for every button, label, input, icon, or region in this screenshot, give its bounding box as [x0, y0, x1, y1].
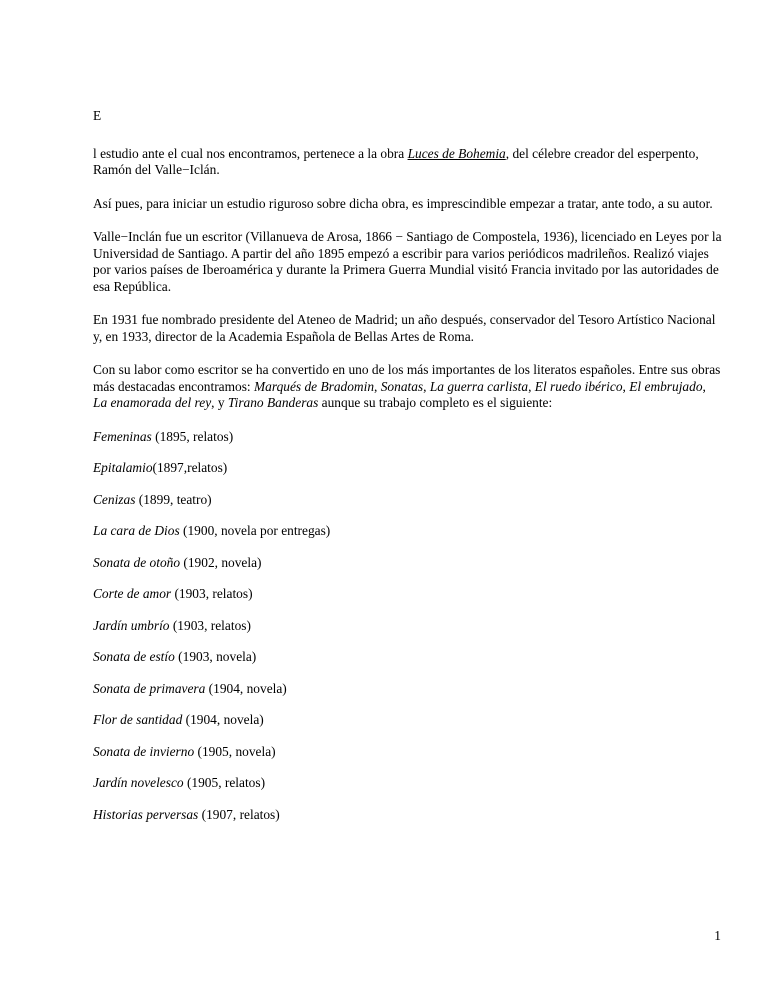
text-run: E	[93, 108, 102, 123]
text-run: En 1931 fue nombrado presidente del Ateneo de Madrid; un año después, conservador del Tesoro Artístico Nacional y, en 1933, director de la Academia Española de Bellas Artes de Roma.	[93, 312, 716, 344]
work-entry	[93, 555, 722, 572]
luces-de-bohemia-link[interactable]: Luces de Bohemia	[407, 145, 506, 161]
text-run: (1904, novela)	[205, 680, 287, 696]
text-run: La enamorada del rey	[93, 395, 212, 410]
work-entry	[93, 712, 722, 729]
text-run: Sonata de otoño	[93, 554, 181, 570]
document-body	[93, 108, 722, 823]
text-run: , del célebre creador del esperpento, Ramón del Valle−Iclán.	[93, 145, 699, 177]
text-run: , y	[211, 395, 228, 410]
text-run: (1905, relatos)	[183, 775, 266, 790]
page-number: 1	[714, 928, 721, 943]
paragraph	[93, 229, 722, 295]
text-run: ,	[528, 378, 535, 394]
text-run: (1903, relatos)	[169, 617, 251, 633]
paragraph	[93, 312, 722, 345]
text-run: aunque su trabajo completo es el siguiente:	[318, 395, 553, 410]
work-entry	[93, 775, 722, 792]
text-run: Jardín novelesco	[93, 775, 184, 790]
text-run: Cenizas	[93, 491, 136, 507]
text-run: ,	[702, 378, 706, 394]
work-entry	[93, 586, 722, 603]
text-run: Femeninas	[93, 428, 152, 444]
text-run: ,	[423, 378, 430, 394]
paragraph	[93, 146, 722, 179]
text-run: (1897,relatos)	[152, 460, 228, 475]
text-run: Jardín umbrío	[93, 617, 170, 633]
work-entry	[93, 807, 722, 824]
text-run: La cara de Dios	[93, 523, 180, 538]
text-run: (1900, novela por entregas)	[179, 523, 331, 538]
text-run: Historias perversas	[93, 806, 199, 822]
text-run: Marqués de Bradomin	[254, 378, 375, 394]
text-run: (1902, novela)	[180, 554, 262, 570]
text-run: (1903, novela)	[174, 649, 257, 664]
drop-initial	[93, 108, 722, 125]
text-run: Con su labor como escritor se ha convertido en uno de los más importantes de los literatos españoles. Entre sus obras más destacadas encontramos:	[93, 362, 721, 394]
work-entry	[93, 649, 722, 666]
text-run: Sonata de estío	[93, 649, 175, 664]
text-run: (1903, relatos)	[171, 586, 253, 601]
text-run: Sonata de primavera	[93, 680, 206, 696]
text-run: (1907, relatos)	[198, 806, 280, 822]
text-run: Valle−Inclán fue un escritor (Villanueva de Arosa, 1866 − Santiago de Compostela, 1936), licenciado en Leyes por la Universidad de Santiago. A partir del año 1895 empezó a escribir para varios periódicos madrileños. Realizó viajes por varios países de Iberoamérica y durante la Primera Guerra Mundial visitó Francia invitado por las autoridades de esa República.	[93, 229, 722, 294]
work-entry	[93, 492, 722, 509]
text-run: Flor de santidad	[93, 712, 183, 727]
text-run: (1905, novela)	[194, 743, 276, 759]
text-run: Así pues, para iniciar un estudio riguroso sobre dicha obra, es imprescindible empezar a tratar, ante todo, a su autor.	[93, 195, 713, 211]
text-run: Sonata de invierno	[93, 743, 195, 759]
text-run: ,	[374, 378, 381, 394]
work-entry	[93, 681, 722, 698]
work-entry	[93, 744, 722, 761]
text-run: (1895, relatos)	[151, 428, 234, 444]
work-entry	[93, 429, 722, 446]
text-run: La guerra carlista	[429, 378, 529, 394]
work-entry	[93, 460, 722, 477]
text-run: Tirano Banderas	[227, 395, 319, 410]
paragraph	[93, 362, 722, 412]
text-run: Sonatas	[380, 378, 424, 394]
paragraph	[93, 196, 722, 213]
text-run: Epitalamio	[93, 460, 153, 475]
text-run: ,	[622, 378, 630, 394]
work-entry	[93, 523, 722, 540]
text-run: El ruedo ibérico	[534, 378, 623, 394]
work-entry	[93, 618, 722, 635]
text-run: El embrujado	[629, 378, 703, 394]
text-run: (1899, teatro)	[135, 491, 212, 507]
text-run: l estudio ante el cual nos encontramos, pertenece a la obra	[93, 145, 408, 161]
text-run: (1904, novela)	[182, 712, 264, 727]
text-run: Corte de amor	[93, 586, 172, 601]
